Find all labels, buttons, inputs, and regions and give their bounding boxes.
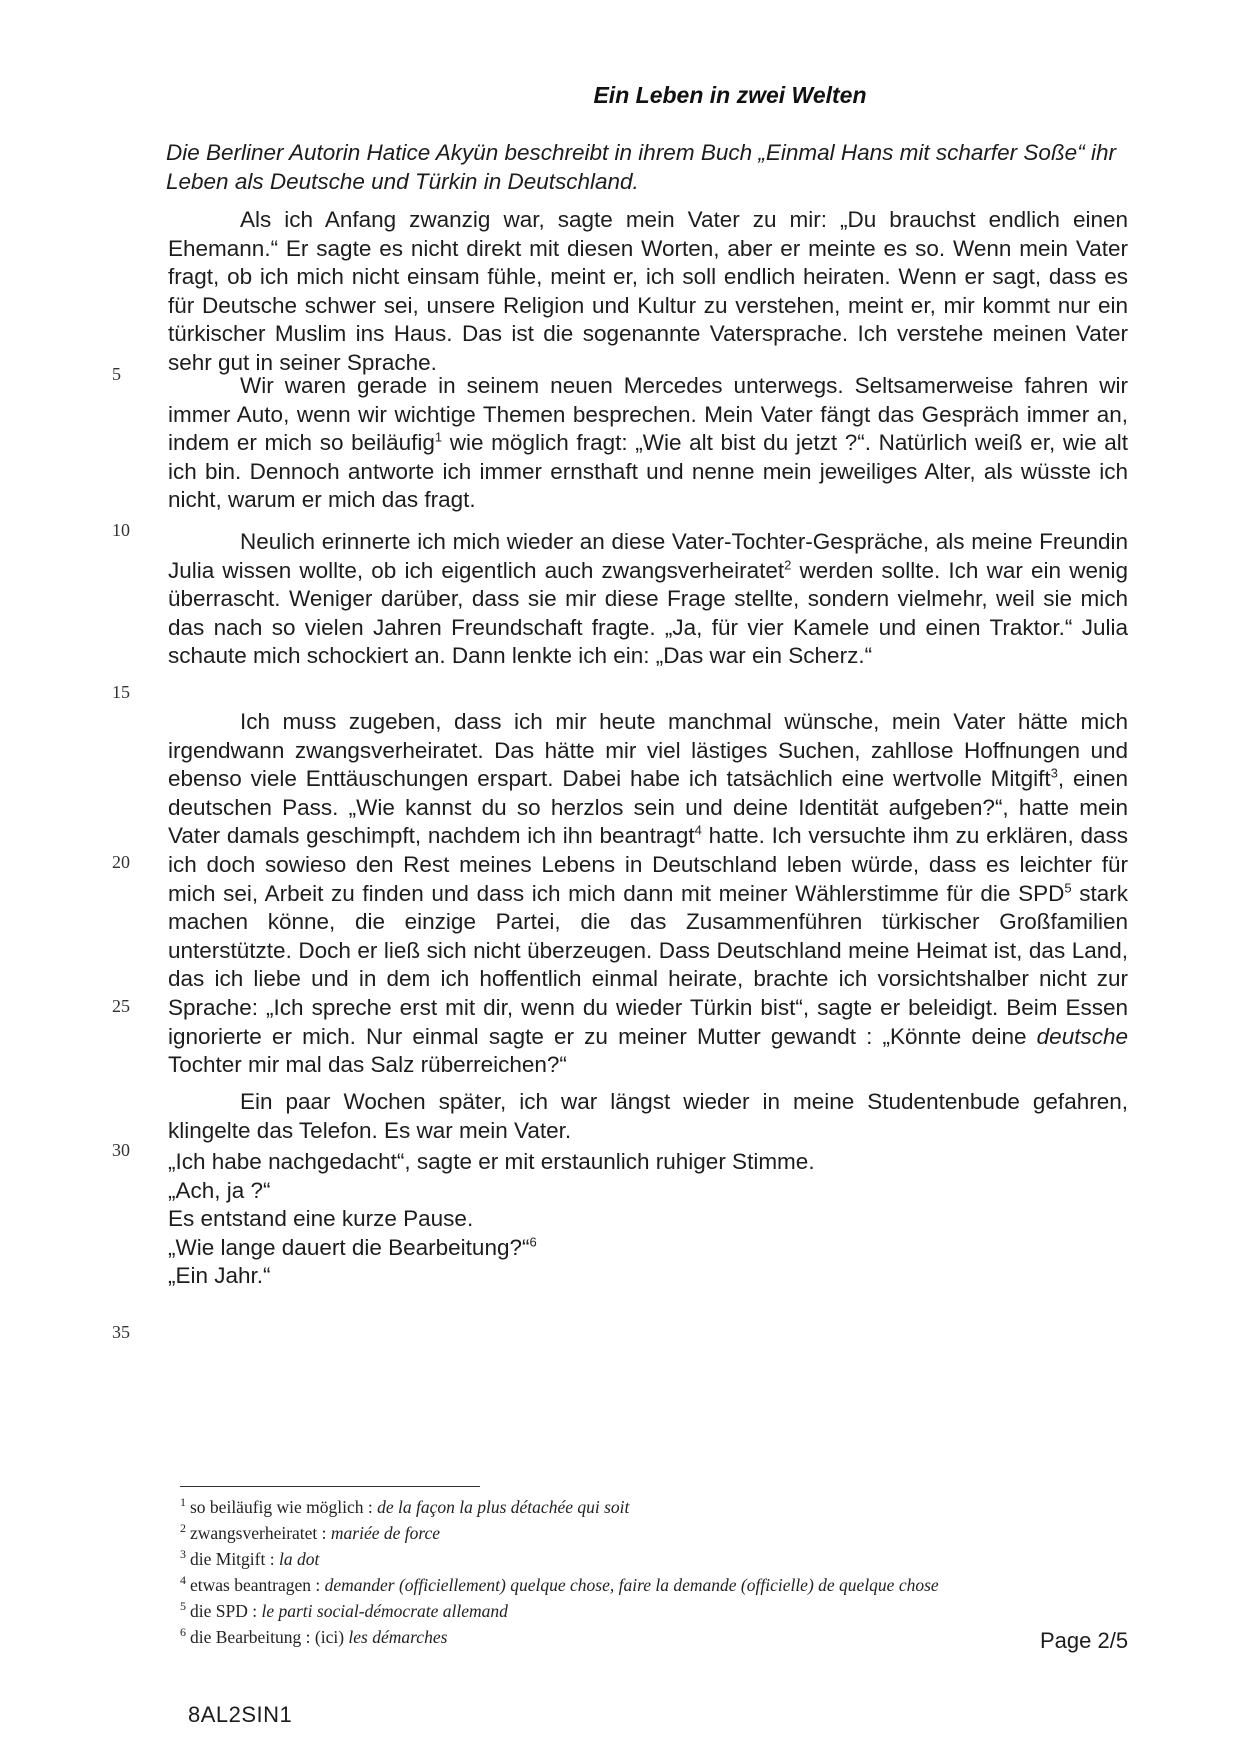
dialogue-line: „Ach, ja ?“ xyxy=(168,1177,271,1203)
footnote-ref-6: 6 xyxy=(529,1234,537,1250)
footnote-3: $^3$ die Mitgift : la dot xyxy=(180,1547,320,1569)
line-number-35: 35 xyxy=(112,1322,130,1342)
paragraph-3: Neulich erinnerte ich mich wieder an diese Vater-Tochter-Gespräche, als meine Freundin Julia wissen wollte, ob ich eigentlich auch zwangsverheiratet$^2$ werden sollte. Ich war ein wenig überrascht. Weniger darüber, dass sie mir diese Frage stellte, sondern vielmehr, weil sie mich das nach so vielen Jahren Freundschaft fragte. „Ja, für vier Kamele und einen Traktor.“ Julia schaute mich schockiert an. Dann lenkte ich ein: „Das war ein Scherz.“ xyxy=(168,529,1128,669)
line-number-25: 25 xyxy=(112,996,130,1016)
line-number-15: 15 xyxy=(112,682,130,702)
footnote-1: $^1$ so beiläufig wie möglich : de la façon la plus détachée qui soit xyxy=(180,1495,630,1517)
line-number-10: 10 xyxy=(112,520,130,540)
dialogue-line: „Wie lange dauert die Bearbeitung?“$^6$ xyxy=(168,1234,537,1260)
footnote-4: $^4$ etwas beantragen : demander (officiellement) quelque chose, faire la demande (officielle) de quelque chose xyxy=(180,1573,939,1595)
dialogue-line: „Ich habe nachgedacht“, sagte er mit erstaunlich ruhiger Stimme. xyxy=(168,1149,815,1174)
page-number: Page 2/5 xyxy=(1040,1628,1129,1653)
dialogue-line: Es entstand eine kurze Pause. xyxy=(168,1206,474,1232)
footnote-2: $^2$ zwangsverheiratet : mariée de force xyxy=(180,1521,441,1543)
footnote-ref-5: 5 xyxy=(1064,880,1072,896)
line-number-5: 5 xyxy=(112,364,121,384)
footnotes xyxy=(180,1494,1180,1650)
paragraph-2: Wir waren gerade in seinem neuen Mercedes unterwegs. Seltsamerweise fahren wir immer Auto, wenn wir wichtige Themen besprechen. Mein Vater fängt das Gespräch immer an, indem er mich so beiläufig$^1$ wie möglich fragt: „Wie alt bist du jetzt ?“. Natürlich weiß er, wie alt ich bin. Dennoch antworte ich immer ernsthaft und nenne mein jeweiliges Alter, als wüsste ich nicht, warum er mich das fragt. xyxy=(168,373,1128,513)
footnote-6: $^6$ die Bearbeitung : (ici) les démarches xyxy=(180,1625,448,1647)
paragraph-5: Ein paar Wochen später, ich war längst wieder in meine Studentenbude gefahren, klingelte das Telefon. Es war mein Vater. xyxy=(168,1089,1128,1143)
footnote-ref-3: 3 xyxy=(1050,765,1058,781)
paragraph-4: Ich muss zugeben, dass ich mir heute manchmal wünsche, mein Vater hätte mich irgendwann zwangsverheiratet. Das hätte mir viel lästiges Suchen, zahllose Hoffnungen und ebenso viele Enttäuschungen erspart. Dabei habe ich tatsächlich eine wertvolle Mitgift$^3$, einen deutschen Pass. „Wie kannst du so herzlos sein und deine Identität aufgeben?“, hatte mein Vater damals geschimpft, nachdem ich ihn beantragt$^4$ hatte. Ich versuchte ihm zu erklären, dass ich doch sowieso den Rest meines Lebens in Deutschland leben würde, dass es leichter für mich sei, Arbeit zu finden und dass ich mich dann mit meiner Wählerstimme für die SPD$^5$ stark machen könne, die einzige Partei, die das Zusammenführen türkischer Großfamilien unterstützte. Doch er ließ sich nicht überzeugen. Dass Deutschland meine Heimat ist, das Land, das ich liebe und in dem ich hoffentlich einmal heirate, brachte ich vorsichtshalber nicht zur Sprache: „Ich spreche erst mit dir, wenn du wieder Türkin bist“, sagte er beleidigt. Beim Essen ignorierte er mich. Nur einmal sagte er zu meiner Mutter gewandt : „Könnte deine deutsche Tochter mir mal das Salz rüberreichen?“ xyxy=(168,709,1129,1078)
dialogue-line: „Ein Jahr.“ xyxy=(168,1263,271,1289)
footnote-ref-2: 2 xyxy=(784,557,792,573)
emphasis-deutsche: deutsche xyxy=(1036,1023,1128,1049)
intro-text: Die Berliner Autorin Hatice Akyün beschreibt in ihrem Buch „Einmal Hans mit scharfer Soße“ ihr Leben als Deutsche und Türkin in Deutschland. xyxy=(166,140,1116,194)
line-number-20: 20 xyxy=(112,852,130,872)
line-number-30: 30 xyxy=(112,1140,130,1160)
footnote-divider xyxy=(180,1486,480,1487)
footnote-ref-4: 4 xyxy=(694,822,702,838)
dialogue-block xyxy=(168,1148,1128,1291)
paragraph-1: Als ich Anfang zwanzig war, sagte mein Vater zu mir: „Du brauchst endlich einen Ehemann.“ Er sagte es nicht direkt mit diesen Worten, aber er meinte es so. Wenn mein Vater fragt, ob ich mich nicht einsam fühle, meint er, ich soll endlich heiraten. Wenn er sagt, dass es für Deutsche schwer sei, unsere Religion und Kultur zu verstehen, meint er, mir kommt nur ein türkischer Muslim ins Haus. Das ist die sogenannte Vatersprache. Ich verstehe meinen Vater sehr gut in seiner Sprache. xyxy=(168,207,1128,375)
footnote-ref-1: 1 xyxy=(434,429,443,445)
footnote-5: $^5$ die SPD : le parti social-démocrate allemand xyxy=(180,1599,508,1621)
document-code: 8AL2SIN1 xyxy=(188,1702,293,1727)
document-title: Ein Leben in zwei Welten xyxy=(593,82,867,108)
